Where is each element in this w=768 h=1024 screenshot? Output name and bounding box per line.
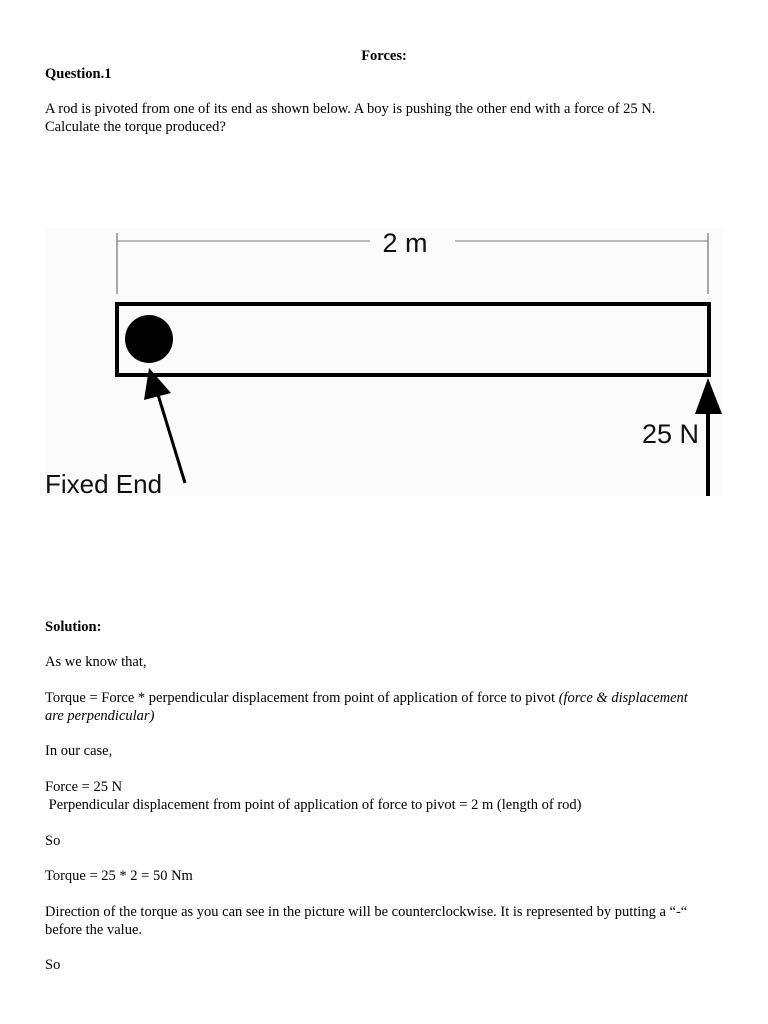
rod-torque-diagram	[45, 228, 722, 496]
direction-line-2: before the value.	[45, 922, 143, 938]
solution-paragraph-1: As we know that,	[45, 654, 147, 670]
length-label: 2 m	[382, 228, 428, 258]
fixed-end-pointer-arrowhead	[144, 368, 171, 400]
solution-heading: Solution:	[45, 619, 102, 635]
pivot-point	[125, 315, 173, 363]
solution-paragraph-3: In our case,	[45, 743, 113, 759]
fixed-end-label: Fixed End	[45, 469, 163, 496]
page-title: Forces:	[361, 48, 407, 64]
displacement-value-line: Perpendicular displacement from point of application of force to pivot = 2 m (length of rod)	[45, 797, 582, 813]
force-label: 25 N	[642, 419, 700, 449]
question-text-line-2: Calculate the torque produced?	[45, 119, 226, 135]
torque-formula-line	[45, 689, 688, 707]
torque-result-line: Torque = 25 * 2 = 50 Nm	[45, 868, 193, 884]
force-arrow-head	[695, 378, 722, 414]
question-heading: Question.1	[45, 66, 112, 82]
question-text-line-1: A rod is pivoted from one of its end as shown below. A boy is pushing the other end with a force of 25 N.	[45, 101, 656, 117]
torque-formula-text: Torque = Force * perpendicular displacement from point of application of force to pivot	[45, 690, 559, 706]
force-value-line: Force = 25 N	[45, 779, 123, 795]
torque-formula-note-continued: are perpendicular)	[45, 708, 155, 724]
torque-formula-note: (force & displacement	[558, 690, 688, 706]
solution-so-2: So	[45, 957, 61, 973]
solution-so-1: So	[45, 833, 61, 849]
rod	[117, 304, 709, 375]
direction-line-1: Direction of the torque as you can see in the picture will be counterclockwise. It is represented by putting a “-“	[45, 904, 688, 920]
